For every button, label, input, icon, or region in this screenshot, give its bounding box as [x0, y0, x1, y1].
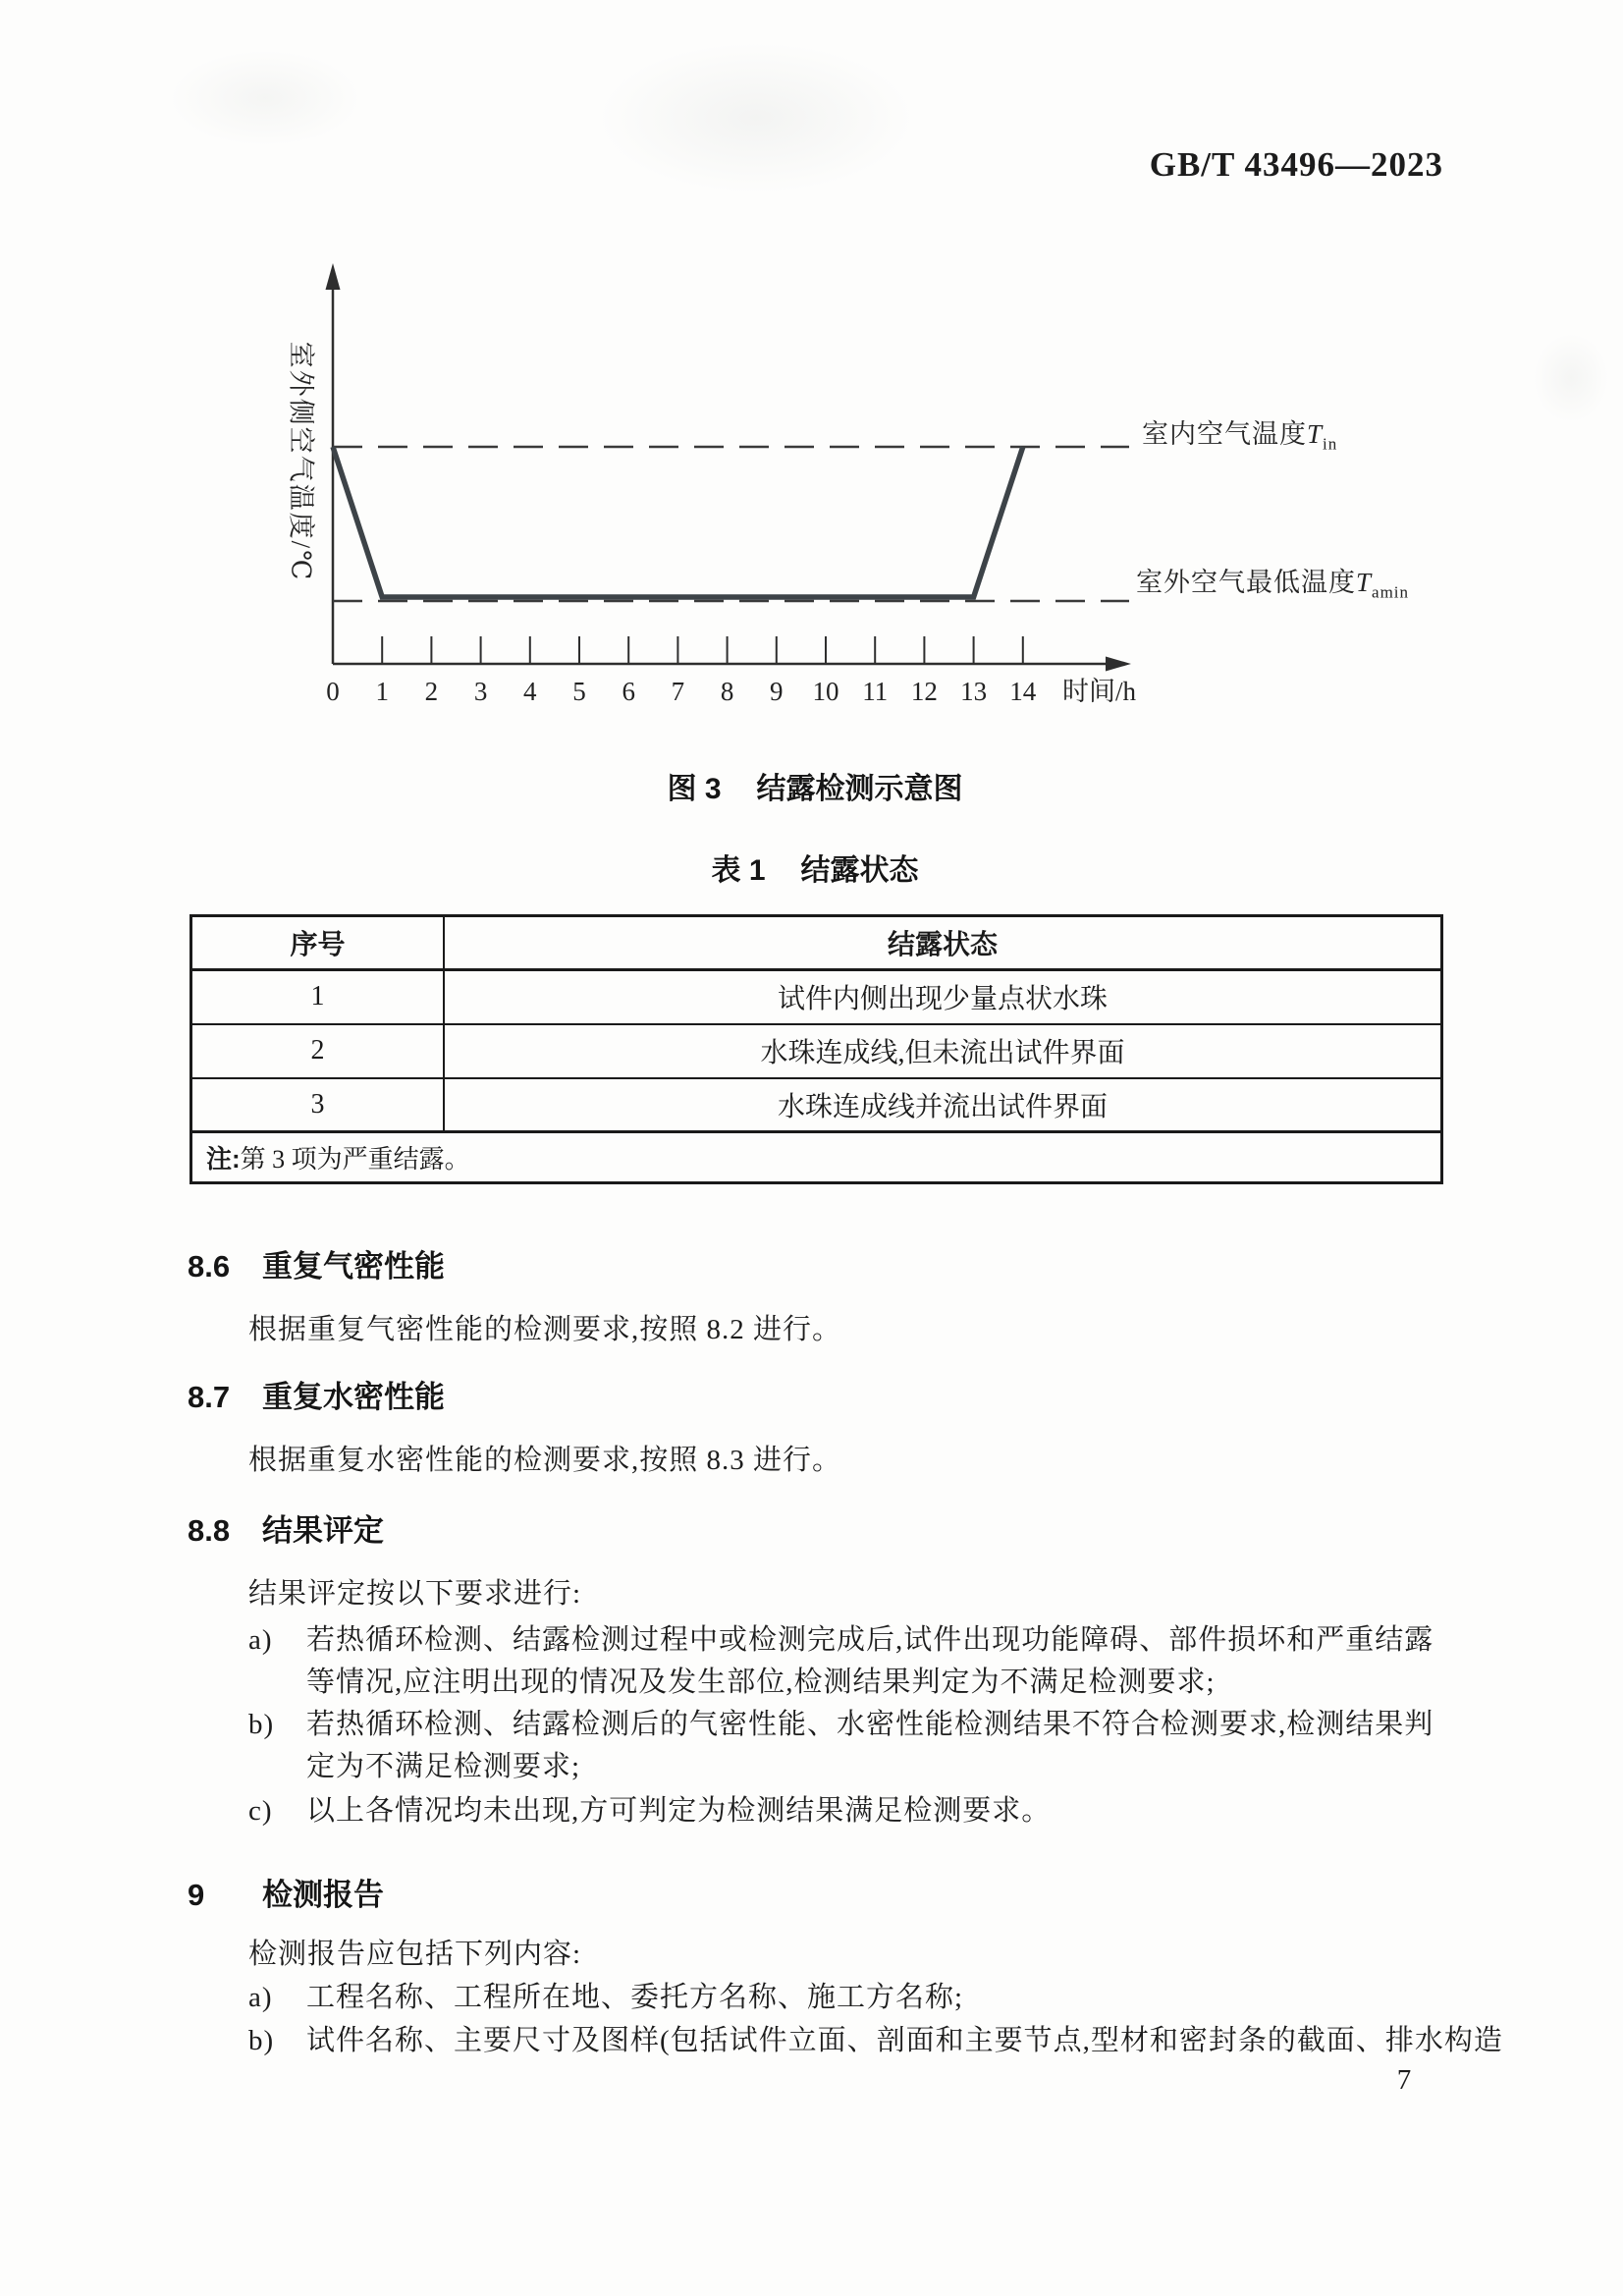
item-marker: c) — [248, 1795, 273, 1827]
outdoor-min-temperature-label — [1136, 561, 1409, 602]
table-note — [191, 1132, 1442, 1183]
section-heading-8-6 — [188, 1241, 445, 1285]
temperature-subscript: in — [1323, 434, 1338, 454]
x-tick-label: 11 — [862, 677, 889, 706]
section-number: 9 — [188, 1878, 205, 1912]
table-title: 结露状态 — [800, 854, 919, 887]
table-header-row — [191, 916, 1442, 970]
x-tick-label: 12 — [910, 677, 938, 706]
note-text: 第 3 项为严重结露。 — [240, 1145, 470, 1174]
x-tick-label: 0 — [326, 677, 340, 706]
item-marker: b) — [248, 1709, 275, 1740]
figure-caption — [187, 764, 1443, 807]
section-heading-9 — [188, 1870, 384, 1914]
section-number: 8.8 — [188, 1513, 231, 1548]
item-text: 若热循环检测、结露检测过程中或检测完成后,试件出现功能障碍、部件损坏和严重结露等情况,应注明出现的情况及发生部位,检测结果判定为不满足检测要求; — [306, 1624, 1434, 1698]
item-text: 试件名称、主要尺寸及图样(包括试件立面、剖面和主要节点,型材和密封条的截面、排水构造 — [306, 2025, 1503, 2056]
section-title: 重复水密性能 — [262, 1380, 445, 1414]
list-item-a — [248, 1619, 1448, 1704]
x-tick-label: 6 — [622, 677, 635, 706]
standard-code-header: GB/T 43496—2023 — [1149, 145, 1443, 184]
item-text: 工程名称、工程所在地、委托方名称、施工方名称; — [306, 1982, 964, 2013]
condensation-test-chart — [0, 0, 1623, 766]
cell-serial: 2 — [191, 1024, 445, 1078]
note-label: 注: — [206, 1144, 241, 1174]
section-number: 8.7 — [188, 1380, 231, 1414]
indoor-air-temperature-label — [1142, 412, 1337, 454]
table-number: 表 1 — [711, 854, 766, 887]
x-tick-label: 2 — [424, 677, 439, 706]
section-paragraph-8-6: 根据重复气密性能的检测要求,按照 8.2 进行。 — [248, 1314, 842, 1345]
list-item-a — [248, 1977, 1448, 2019]
section-paragraph-9: 检测报告应包括下列内容: — [248, 1939, 582, 1970]
temperature-symbol: T — [1356, 568, 1373, 597]
item-marker: a) — [248, 1624, 273, 1656]
list-item-b — [248, 1704, 1448, 1788]
x-tick-label: 8 — [720, 677, 734, 706]
ref-label-text: 室外空气最低温度 — [1136, 568, 1356, 597]
x-tick-label: 5 — [572, 677, 586, 706]
page-number: 7 — [1396, 2064, 1412, 2096]
x-tick-label: 4 — [523, 677, 537, 706]
table-row — [191, 1024, 1442, 1078]
x-tick-label: 14 — [1009, 677, 1037, 706]
x-tick-label: 1 — [375, 677, 389, 706]
chart-x-axis-label: 时间/h — [1062, 677, 1137, 706]
section-paragraph-8-7: 根据重复水密性能的检测要求,按照 8.3 进行。 — [248, 1445, 842, 1476]
chart-y-axis-label: 室外侧空气温度/℃ — [286, 341, 316, 582]
item-marker: b) — [248, 2025, 275, 2056]
section-paragraph-8-8: 结果评定按以下要求进行: — [248, 1578, 582, 1610]
table-row — [191, 1078, 1442, 1132]
item-text: 以上各情况均未出现,方可判定为检测结果满足检测要求。 — [306, 1795, 1052, 1827]
cell-state: 水珠连成线,但未流出试件界面 — [444, 1024, 1442, 1078]
temperature-subscript: amin — [1372, 582, 1410, 602]
column-header-serial: 序号 — [191, 916, 445, 970]
x-tick-label: 10 — [812, 677, 839, 706]
section-heading-8-8 — [188, 1505, 384, 1550]
section-title: 结果评定 — [262, 1513, 384, 1548]
item-text: 若热循环检测、结露检测后的气密性能、水密性能检测结果不符合检测要求,检测结果判定为不满足检测要求; — [306, 1709, 1434, 1782]
figure-title: 结露检测示意图 — [756, 773, 963, 805]
cell-serial: 3 — [191, 1078, 445, 1132]
section-title: 检测报告 — [262, 1878, 384, 1912]
column-header-state: 结露状态 — [444, 916, 1442, 970]
condensation-state-table — [189, 914, 1443, 1184]
table-row — [191, 970, 1442, 1024]
cell-state: 试件内侧出现少量点状水珠 — [444, 970, 1442, 1024]
section-number: 8.6 — [188, 1249, 231, 1284]
item-marker: a) — [248, 1982, 273, 2013]
y-axis-arrow — [326, 263, 341, 290]
cell-state: 水珠连成线并流出试件界面 — [444, 1078, 1442, 1132]
temperature-profile-line — [333, 447, 1023, 597]
x-tick-label: 3 — [473, 677, 488, 706]
x-tick-label: 13 — [960, 677, 988, 706]
temperature-symbol: T — [1307, 419, 1324, 449]
table-note-row — [191, 1132, 1442, 1183]
list-item-c — [248, 1790, 1448, 1832]
cell-serial: 1 — [191, 970, 445, 1024]
section-title: 重复气密性能 — [262, 1249, 445, 1284]
figure-number: 图 3 — [667, 773, 722, 805]
list-item-b — [248, 2020, 1514, 2062]
x-tick-label: 9 — [770, 677, 784, 706]
x-axis-arrow — [1106, 657, 1131, 672]
table-caption — [187, 846, 1443, 889]
section-heading-8-7 — [188, 1372, 445, 1416]
ref-label-text: 室内空气温度 — [1142, 419, 1307, 449]
x-tick-label: 7 — [671, 677, 685, 706]
